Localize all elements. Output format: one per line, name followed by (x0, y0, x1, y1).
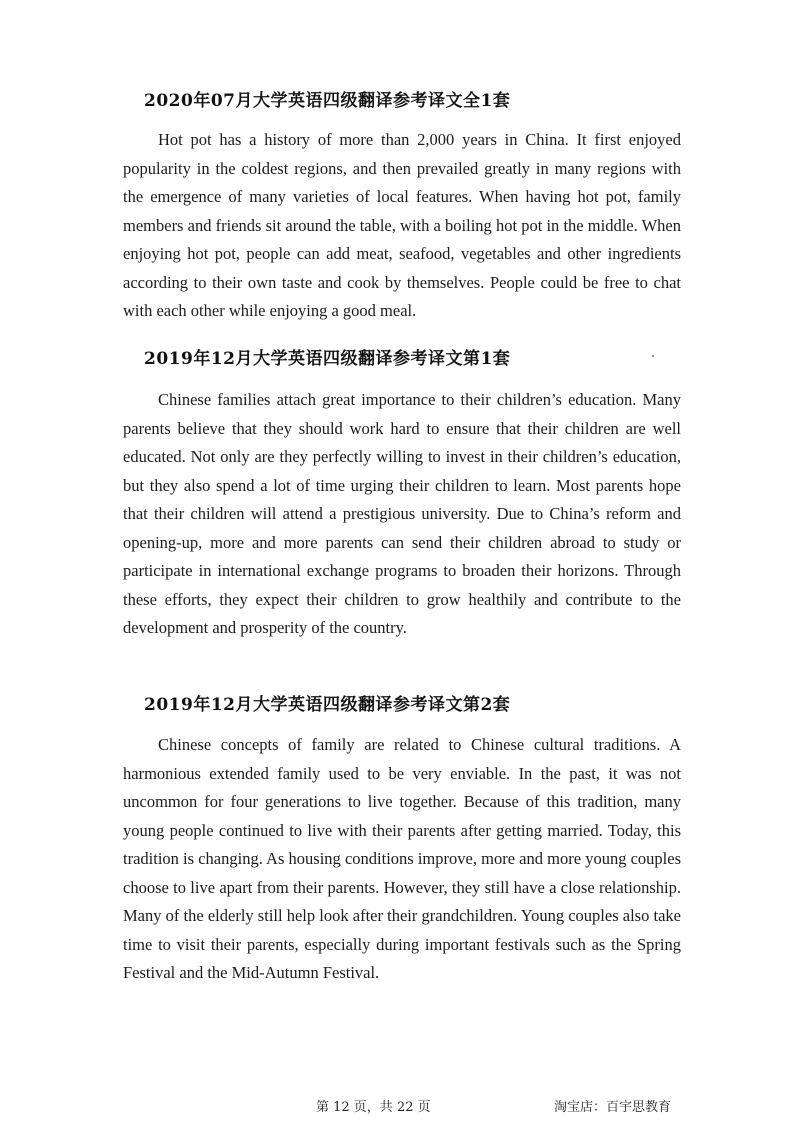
section-heading: 2020年07月大学英语四级翻译参考译文全1套 (144, 91, 511, 111)
section-heading: 2019年12月大学英语四级翻译参考译文第2套 (144, 695, 511, 715)
page-number: 第 12 页，共 22 页 (316, 1100, 431, 1115)
shop-credit: 淘宝店：百宇思教育 (554, 1100, 672, 1115)
translation-paragraph: Chinese families attach great importance to their children’s education. Many parents believe that they should work hard to ensure that their children are well educated. Not only are they perfectly willing to invest in their children’s education, but they also spend a lot of time urging their children to learn. Most parents hope that their children will attend a prestigious university. Due to China’s reform and opening-up, more and more parents can send their children abroad to study or participate in international exchange programs to broaden their horizons. Through these efforts, they expect their children to grow healthily and contribute to the development and prosperity of the country. (123, 390, 681, 637)
scan-speck (652, 355, 654, 357)
translation-paragraph: Chinese concepts of family are related to Chinese cultural traditions. A harmonious extended family used to be very enviable. In the past, it was not uncommon for four generations to live together. Because of this tradition, many young people continued to live with their parents after getting married. Today, this tradition is changing. As housing conditions improve, more and more young couples choose to live apart from their parents. However, they still have a close relationship. Many of the elderly still help look after their grandchildren. Young couples also take time to visit their parents, especially during important festivals such as the Spring Festival and the Mid-Autumn Festival. (123, 735, 681, 982)
translation-paragraph: Hot pot has a history of more than 2,000 years in China. It first enjoyed popularity in the coldest regions, and then prevailed greatly in many regions with the emergence of many varieties of local features. When having hot pot, family members and friends sit around the table, with a boiling hot pot in the middle. When enjoying hot pot, people can add meat, seafood, vegetables and other ingredients according to their own taste and cook by themselves. People could be free to chat with each other while enjoying a good meal. (123, 130, 681, 320)
section-heading: 2019年12月大学英语四级翻译参考译文第1套 (144, 349, 511, 369)
